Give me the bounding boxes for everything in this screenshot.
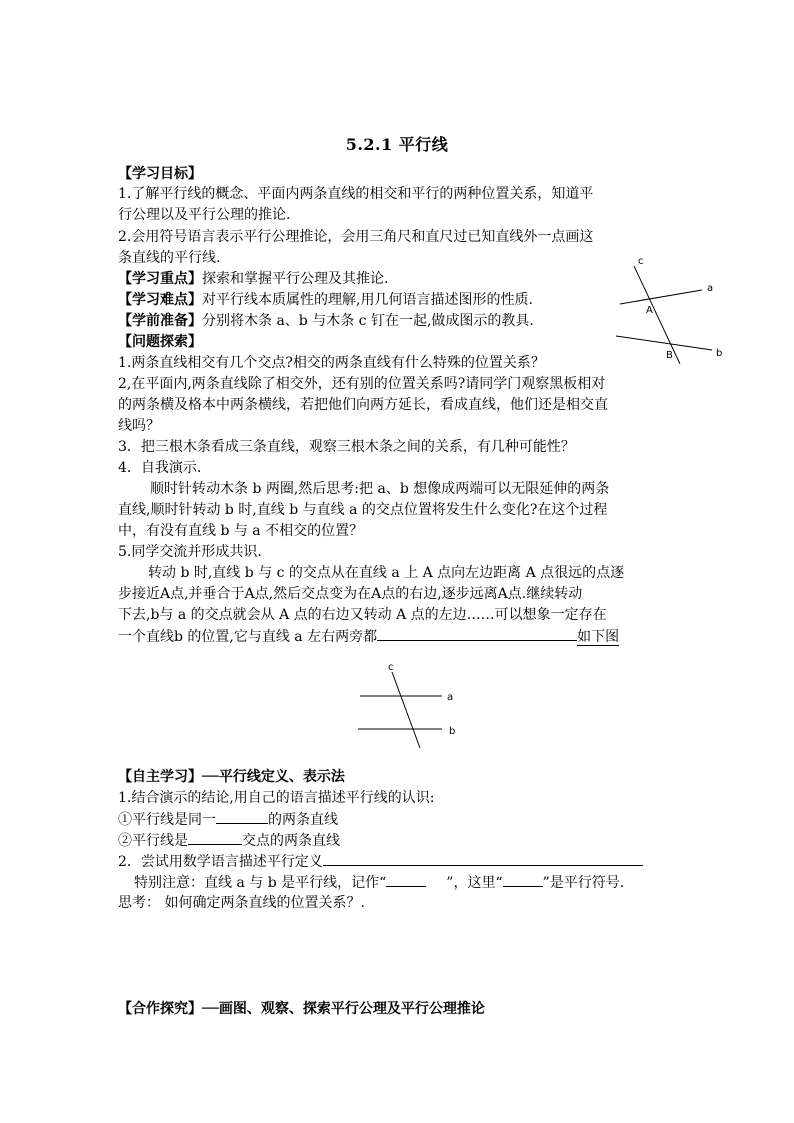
explore-line-5: 3．把三根木条看成三条直线，观察三根木条之间的关系，有几种可能性？	[118, 439, 575, 455]
transversal-c	[392, 672, 420, 748]
blank-symbol[interactable]	[503, 872, 543, 887]
prep-heading: 【学前准备】	[118, 313, 202, 329]
explore-line-2: 2,在平面内,两条直线除了相交外，还有别的位置关系吗?请同学门观察黑板相对	[118, 376, 606, 392]
prep	[118, 311, 534, 331]
key-points-heading: 【学习重点】	[118, 271, 202, 287]
self-study-line-1: 1.结合演示的结论,用自己的语言描述平行线的认识:	[118, 790, 435, 806]
explore-line-6: 4．自我演示.	[118, 460, 202, 476]
explore-line-10: 5.同学交流并形成共识.	[118, 544, 262, 560]
line-b	[616, 336, 712, 350]
page-title: 5.2.1 平行线	[345, 135, 449, 154]
difficulties-heading: 【学习难点】	[118, 292, 202, 308]
fig2-label-b: b	[449, 726, 456, 737]
explore-line-3: 的两条横及格本中两条横线，若把他们向两方延长，看成直线，他们还是相交直	[118, 397, 608, 413]
line-c	[634, 266, 680, 364]
self-study-line-3	[118, 830, 340, 851]
self-study-line-4	[118, 851, 643, 872]
prep-text: 分别将木条 a、b 与木条 c 钉在一起,做成图示的教具.	[202, 313, 534, 329]
blank-no-intersection[interactable]	[188, 830, 242, 845]
self-study-line-2a: ①平行线是同一	[118, 812, 216, 828]
fig2-label-c: c	[388, 662, 394, 673]
label-c: c	[638, 256, 644, 267]
objectives-line-1: 1.了解平行线的概念、平面内两条直线的相交和平行的两种位置关系，知道平	[118, 186, 594, 202]
label-a: a	[707, 283, 714, 294]
label-A: A	[646, 305, 653, 316]
explore-line-4: 线吗？	[118, 418, 160, 434]
explore-line-14a: 一个直线b 的位置,它与直线 a 左右两旁都	[118, 629, 378, 645]
self-study-line-3b: 交点的两条直线	[242, 833, 340, 849]
label-B: B	[666, 350, 673, 361]
objectives-line-4: 条直线的平行线.	[118, 250, 221, 266]
explore-line-14	[118, 626, 619, 647]
self-study-line-3a: ②平行线是	[118, 833, 188, 849]
self-study-line-2b: 的两条直线	[268, 812, 338, 828]
objectives-line-2: 行公理以及平行公理的推论.	[118, 207, 291, 223]
explore-line-9: 中，有没有直线 b 与 a 不相交的位置？	[118, 523, 364, 539]
explore-line-13: 下去,b与 a 的交点就会从 A 点的右边又转动 A 点的左边……可以想象一定存在	[118, 607, 607, 623]
blank-notation[interactable]	[386, 872, 426, 887]
blank-both-sides[interactable]	[377, 626, 577, 641]
objectives-line-3: 2.会用符号语言表示平行公理推论，会用三角尺和直尺过已知直线外一点画这	[118, 229, 594, 245]
explore-line-8: 直线,顺时针转动 b 时,直线 b 与直线 a 的交点位置将发生什么变化?在这个过程	[118, 502, 608, 518]
self-study-line-4-text: 2．尝试用数学语言描述平行定义	[118, 854, 323, 870]
self-study-line-5c: ”是平行符号.	[542, 875, 625, 891]
blank-same-plane[interactable]	[216, 809, 268, 824]
explore-line-11: 转动 b 时,直线 b 与 c 的交点从在直线 a 上 A 点向左边距离 A 点很远的点逐	[148, 565, 625, 581]
explore-line-12: 步接近A点,并垂合于A点,然后交点变为在A点的右边,逐步远离A点.继续转动	[118, 586, 583, 602]
difficulties-text: 对平行线本质属性的理解,用几何语言描述图形的性质.	[202, 292, 533, 308]
objectives-heading: 【学习目标】	[118, 166, 202, 182]
blank-definition[interactable]	[323, 851, 643, 866]
figure-crossing-lines	[612, 252, 732, 364]
self-study-line-2	[118, 809, 338, 830]
difficulties	[118, 290, 533, 310]
explore-heading: 【问题探索】	[118, 334, 202, 350]
self-study-line-5a: 特别注意：直线 a 与 b 是平行线，记作“	[134, 875, 387, 891]
key-points	[118, 269, 388, 289]
line-a	[620, 290, 702, 304]
explore-line-14b: 如下图	[577, 629, 620, 645]
key-points-text: 探索和掌握平行公理及其推论.	[202, 271, 389, 287]
self-study-line-6: 思考： 如何确定两条直线的位置关系？.	[118, 895, 365, 911]
figure-parallel-lines	[352, 660, 472, 752]
self-study-line-5	[134, 872, 624, 893]
label-b: b	[716, 348, 723, 359]
coop-heading: 【合作探究】──画图、观察、探索平行公理及平行公理推论	[118, 1001, 485, 1017]
fig2-label-a: a	[447, 692, 454, 703]
explore-line-7: 顺时针转动木条 b 两圈,然后思考:把 a、b 想像成两端可以无限延伸的两条	[150, 481, 610, 497]
self-study-line-5b: ”，这里“	[446, 875, 503, 891]
explore-line-1: 1.两条直线相交有几个交点?相交的两条直线有什么特殊的位置关系？	[118, 355, 545, 371]
self-study-heading: 【自主学习】──平行线定义、表示法	[118, 769, 345, 785]
